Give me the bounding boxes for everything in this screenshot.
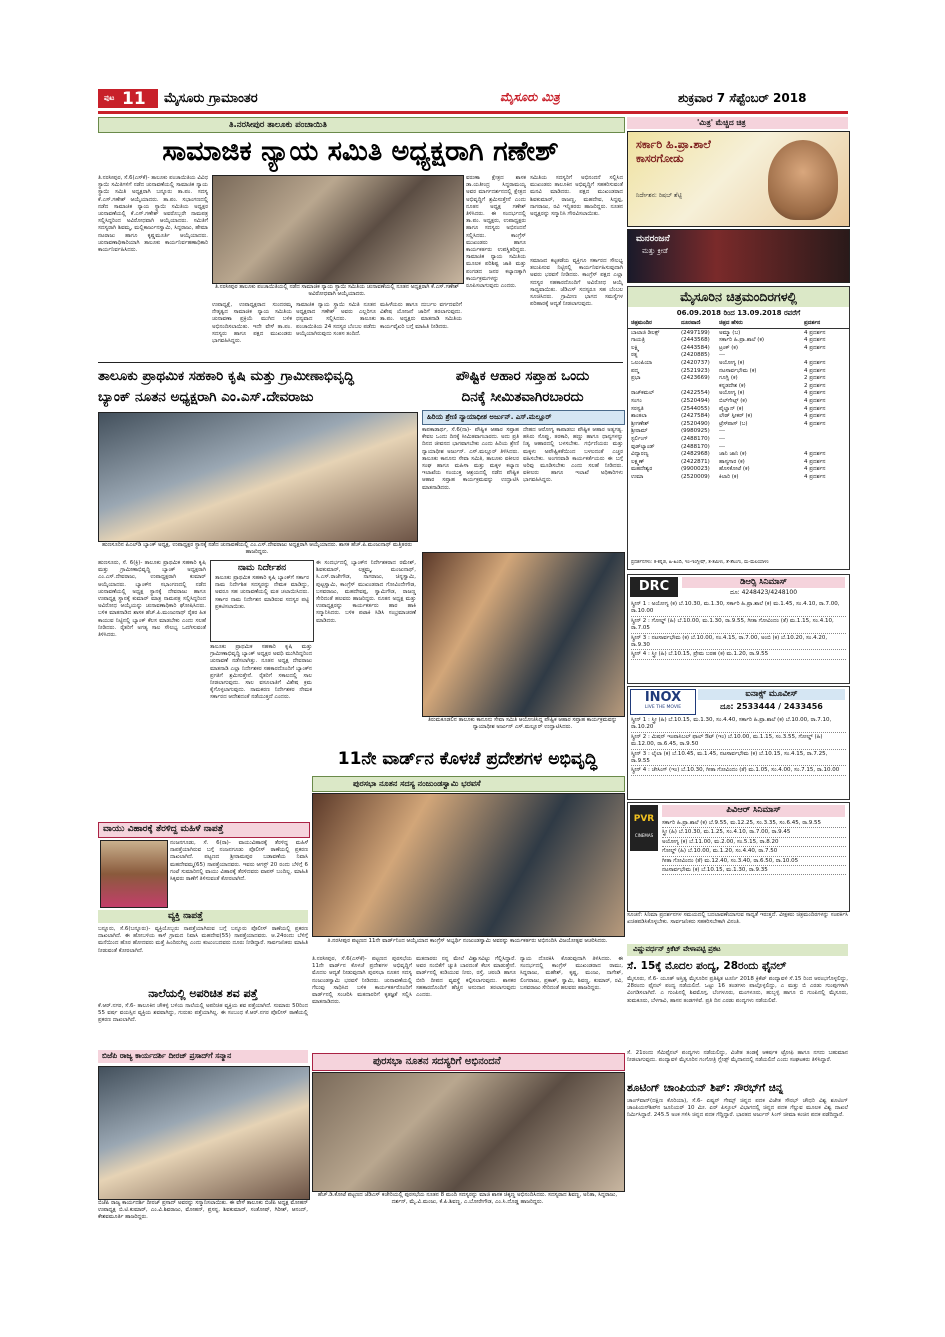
lead-below-1: ಉಪಾಧ್ಯಕ್ಷೆ, ಉಪಾಧ್ಯಕ್ಷರಾದ ಸುಂದರಮ್ಮ ನೇತೃತ್ವದ ಸಾಮಾಜಿಕ ನ್ಯಾಯ ಸಮಿತಿಯ ಚುನಾವಣಾ ಪ್ರಕ್ರಿಯೆ ಮುಗಿದ ಬಳಿಕ ಅಭಿನಂದಿಸಲಾಯಿತು. ಇದೇ ವೇಳೆ ತಾ.ಪಂ. ಸದಸ್ಯರು ಹಾಗೂ ಪಕ್ಷದ ಮುಖಂಡರು ಭಾಗವಹಿಸಿದ್ದರು. (212, 302, 292, 345)
theatre-shows: 2 ಪ್ರದರ್ಶನ (804, 382, 826, 389)
theatre-film: ಟ್ರೆಸ್‍ಪಾಸ್ (ಬ) (719, 420, 748, 427)
ward-subhead: ಪುರಸಭಾ ನೂತನ ಸದಸ್ಯ ನಂಜುಂಡಸ್ವಾಮಿ ಭರವಸೆ (353, 779, 481, 788)
theatre-phone: (2420885) (681, 352, 710, 359)
drc-screen-list (631, 601, 846, 661)
theatres-block (627, 286, 850, 570)
theatre-film: --- (719, 443, 725, 450)
inox-screen-line: ಸ್ಕ್ರೀನ್ 2 : ಮಿಷನ್ ಇಂಪಾಸಿಬಲ್ ಫಾಲ್ ಔಟ್ (ಇಂ) ಬೆ.10.00, ಮ.1.15, ಸಂ.3.55, ಗೋಲ್ಡ್ (ಹಿ) ಮ.12.00, ರಾ.6.45, ರಾ.9.50 (631, 734, 846, 750)
theatre-phone: (2520009) (681, 473, 710, 480)
theatre-row (631, 466, 846, 474)
theatre-row (631, 413, 846, 421)
theatre-row (631, 428, 846, 436)
bjp-title: ಬಿಜೆಪಿ ರಾಜ್ಯ ಕಾರ್ಯದರ್ಶಿ ದೀರಜ್ ಪ್ರಸಾದ್‍ಗೆ ಸನ್ಮಾನ (102, 1051, 232, 1060)
ward-col-1: ತಿ.ನರಸೀಪುರ, ಸೆ.6(ಎಸ್‍ಕೆ)- ಪಟ್ಟಣದ ಪುರಸಭೆಯ 11ನೇ ವಾರ್ಡ್‍ನ ಕೊಳಚೆ ಪ್ರದೇಶಗಳ ಅಭಿವೃದ್ಧಿಗೆ ಮೊದಲ ಆದ್ಯತೆ ನೀಡುವುದಾಗಿ ಪುರಸಭಾ ನೂತನ ಸದಸ್ಯ ನಂಜುಂಡಸ್ವಾಮಿ ಭರವಸೆ ನೀಡಿದರು. ಚುನಾವಣೆಯಲ್ಲಿ ಗೆಲುವು ಸಾಧಿಸಿದ ಬಳಿಕ ಕಾರ್ಯಕರ್ತರೊಂದಿಗೆ ವಾರ್ಡ್‍ನಲ್ಲಿ ಸಂಚರಿಸಿ ಮತದಾರರಿಗೆ ಕೃತಜ್ಞತೆ ಸಲ್ಲಿಸಿ ಮಾತನಾಡಿದರು. (312, 956, 412, 1006)
theatre-row (631, 436, 846, 444)
th-film: ಚಿತ್ರದ ಹೆಸರು (719, 320, 743, 326)
theatre-phone (681, 383, 719, 391)
theatre-film: --- (719, 352, 725, 359)
theatre-phone: (2423669) (681, 375, 710, 382)
theatre-film: ಅಯೋಗ್ಯ (ಕ) (719, 359, 745, 366)
sports-text-1: ಮೈಸೂರು, ಸೆ.6- ಯೂತ್ ಅಸ್ತಿತ್ವ ಮೈಸೂರಿನ ಪ್ರತಿಷ್ಠಿತ ಟೂರ್ನಿ 2018 ಕ್ರಿಕೆಟ್ ಪಂದ್ಯಾವಳಿ ಸೆ.15 ರಿಂದ ಆರಂಭಗೊಳ್ಳಲಿದ್ದು, 28ರಂದು ಫೈನಲ್ ಪಂದ್ಯ ನಡೆಯಲಿದೆ. ಒಟ್ಟು 16 ತಂಡಗಳು ಪಾಲ್ಗೊಳ್ಳಲಿದ್ದು, ಎ ಮತ್ತು ಬಿ ಎರಡು ಗುಂಪುಗಳಾಗಿ ವಿಂಗಡಿಸಲಾಗಿದೆ. ಎ ಗುಂಪಿನಲ್ಲಿ ಶಿವಮೊಗ್ಗ, ಬೆಂಗಳೂರು, ಮಂಗಳೂರು, ಹುಬ್ಬಳ್ಳಿ ಹಾಗೂ ಬಿ ಗುಂಪಿನಲ್ಲಿ ಮೈಸೂರು, ತುಮಕೂರು, ಬೆಳಗಾವಿ, ಹಾಸನ ತಂಡಗಳಿವೆ. ಪ್ರತಿ ದಿನ ಎರಡು ಪಂದ್ಯಗಳು ನಡೆಯಲಿವೆ. (627, 976, 848, 1004)
section-title: ಮೈಸೂರು ಗ್ರಾಮಾಂತರ (164, 91, 258, 106)
inox-logo (630, 689, 696, 715)
council-photo (312, 1072, 625, 1192)
theatre-shows: 4 ಪ್ರದರ್ಶನ (804, 367, 826, 374)
lead-below-3: ಮಹಿಳೆಯರು ಹಾಗೂ ದುರ್ಬಲ ವರ್ಗದವರಿಗೆ ವಿಶೇಷ ಯೋಜನೆ ಜಾರಿಗೆ ತರಲಾಗುವುದು. ತಾ.ಪಂ. ಅಧ್ಯಕ್ಷರು ಮಾತನಾಡಿ ಸಮಿತಿಯ ಕಾರ್ಯವೈಖರಿ ಬಗ್ಗೆ ಮಾಹಿತಿ ನೀಡಿದರು. (380, 302, 462, 330)
council-photo-caption: ಹೆಚ್.ಡಿ.ಕೋಟೆ ಪಟ್ಟಣದ ಜೆಡಿಎಸ್ ಕಚೇರಿಯಲ್ಲಿ ಪುರಸಭೆಯ ನೂತನ 8 ಮಂದಿ ಸದಸ್ಯರನ್ನು ಮಾಜಿ ಶಾಸಕ ಚಿಕ್ಕಣ್ಣ ಅಭಿನಂದಿಸಿದರು. ಸದಸ್ಯರಾದ ಶಿವಣ್ಣ, ಅನಿತಾ, ಸಿದ್ದರಾಜು, ದರ್ಶನ್, ಮೈ.ವಿ.ಮಂಜು, ಕೆ.ಪಿ.ಶಿವಣ್ಣ, ಎ.ಬೋರೇಗೌಡ, ಎಂ.ಸಿ.ದೊಡ್ಡ ಹಾಜರಿದ್ದರು. (317, 1192, 618, 1205)
ward-col-2: ಮತದಾರರು ನನ್ನ ಮೇಲೆ ವಿಶ್ವಾಸವಿಟ್ಟು ಗೆಲ್ಲಿಸಿದ್ದಾರೆ. ಅವರ ನಂಬಿಕೆಗೆ ಚ್ಯುತಿ ಬಾರದಂತೆ ಕೆಲಸ ಮಾಡುತ್ತೇನೆ. ವಾರ್ಡ್‍ನಲ್ಲಿ ಕುಡಿಯುವ ನೀರು, ರಸ್ತೆ, ಚರಂಡಿ ಹಾಗೂ ಬೀದಿ ದೀಪದ ವ್ಯವಸ್ಥೆ ಕಲ್ಪಿಸಲಾಗುವುದು. ಶಾಸಕರ ಸಹಕಾರದೊಂದಿಗೆ ಹೆಚ್ಚಿನ ಅನುದಾನ ತರಲಾಗುವುದು ಎಂದರು. (416, 956, 516, 999)
nutrition-col-1: ಕಾಪಕಾಡಾರ್ಥ, ಸೆ.6(ನಾ)- ಪೌಷ್ಟಿಕ ಆಹಾರ ಸಪ್ತಾಹ ಕೇವಲ ಒಂದು ದಿನಕ್ಕೆ ಸೀಮಿತವಾಗಬಾರದು. ಅದು ಪ್ರತಿ ದಿನದ ಜೀವನದ ಭಾಗವಾಗಬೇಕು ಎಂದು ಹಿರಿಯ ಶ್ರೇಣಿ ನ್ಯಾಯಾಧೀಶ ಅರ್ಜುನ್. ಎಸ್.ಮಲ್ಲೂರ್ ತಿಳಿಸಿದರು. ತಾಲೂಕು ಕಾನೂನು ಸೇವಾ ಸಮಿತಿ, ತಾಲೂಕು ವಕೀಲರ ಸಂಘ ಹಾಗೂ ಮಹಿಳಾ ಮತ್ತು ಮಕ್ಕಳ ಕಲ್ಯಾಣ ಇಲಾಖೆಯ ಸಂಯುಕ್ತ ಆಶ್ರಯದಲ್ಲಿ ನಡೆದ ಪೌಷ್ಟಿಕ ಆಹಾರ ಸಪ್ತಾಹ ಕಾರ್ಯಕ್ರಮವನ್ನು ಉದ್ಘಾಟಿಸಿ ಮಾತನಾಡಿದರು. (422, 427, 519, 491)
theatre-film: ಟ್ರಂಕ್ (ಕ) (719, 344, 739, 351)
divider (98, 362, 623, 363)
lead-col-2: ವರುಣಾ ಕ್ಷೇತ್ರದ ಶಾಸಕ ಡಾ.ಯತೀಂದ್ರ ಸಿದ್ದರಾಮಯ್ಯ ಅವರ ಮಾರ್ಗದರ್ಶನದಲ್ಲಿ ಕ್ಷೇತ್ರದ ಅಭಿವೃದ್ಧಿಗೆ ಶ್ರಮಿಸುತ್ತೇನೆ ಎಂದು ನೂತನ ಅಧ್ಯಕ್ಷ ಗಣೇಶ್ ತಿಳಿಸಿದರು. ಈ ಸಂದರ್ಭದಲ್ಲಿ ತಾ.ಪಂ. ಅಧ್ಯಕ್ಷರು, ಉಪಾಧ್ಯಕ್ಷರು ಹಾಗೂ ಸದಸ್ಯರು ಅಭಿನಂದನೆ ಸಲ್ಲಿಸಿದರು. ಕಾಂಗ್ರೆಸ್ ಮುಖಂಡರು ಹಾಗೂ ಕಾರ್ಯಕರ್ತರು ಉಪಸ್ಥಿತರಿದ್ದರು. ಸಾಮಾಜಿಕ ನ್ಯಾಯ ಸಮಿತಿಯ ಮೂಲಕ ಪರಿಶಿಷ್ಟ ಜಾತಿ ಮತ್ತು ಪಂಗಡದ ಜನರ ಕಲ್ಯಾಣಕ್ಕಾಗಿ ಕಾರ್ಯಕ್ರಮಗಳನ್ನು ರೂಪಿಸಲಾಗುವುದು ಎಂದರು. (466, 175, 526, 290)
page-date: ಶುಕ್ರವಾರ 7 ಸೆಪ್ಟೆಂಬರ್ 2018 (678, 91, 807, 105)
theatres-dates: 06.09.2018 ರಿಂದ 13.09.2018 ರವರೆಗೆ (676, 309, 801, 317)
theatre-row (631, 451, 846, 459)
theatre-name: ಒಲಂಪಿಯಾ (631, 359, 653, 366)
pvr-screen-line: ನಟಸಾರ್ವಭೌಮ (ಕ) ಬೆ.10.15, ಮ.1.30, ರಾ.9.35 (662, 867, 846, 875)
theatre-phone: (2422871) (681, 458, 710, 465)
lead-photo (212, 175, 464, 284)
theatre-film: ಸರ್ಕಾರಿ ಹಿ.ಪ್ರಾ.ಶಾಲೆ (ಕ) (719, 337, 765, 344)
theatre-row (631, 345, 846, 353)
missing-woman-title-bar (98, 822, 310, 838)
theatre-phone: (2422554) (681, 390, 710, 397)
theatre-phone: (2427584) (681, 413, 710, 420)
inox-title: ಐನಾಕ್ಸ್ ಮೂವೀಸ್ (698, 689, 845, 700)
theatre-shows: 4 ಪ್ರದರ್ಶನ (804, 451, 826, 458)
bank-headline-2: ಬ್ಯಾಂಕ್ ನೂತನ ಅಧ್ಯಕ್ಷರಾಗಿ ಎಂ.ಎಸ್.ದೇವರಾಜು (98, 389, 314, 405)
ward-photo (312, 793, 625, 937)
drc-screen-line: ಸ್ಕ್ರೀನ್ 3 : ನಟಸಾರ್ವಭೌಮ (ಕ) ಬೆ.10.00, ಸಂ.4.15, ರಾ.7.00, ಅಂಬಿ (ಕ) ಬೆ.10.20, ಸಂ.4.20, ರಾ.9.30 (631, 635, 846, 651)
ward-col-3: ನ್ಯಾಯ ದೊರಕಿಸಿ ಕೊಡುವುದಾಗಿ ತಿಳಿಸಿದರು. ಈ ಸಂದರ್ಭದಲ್ಲಿ ಕಾಂಗ್ರೆಸ್ ಮುಖಂಡರಾದ ರಾಮು, ಸಿದ್ದರಾಜು, ಮಹೇಶ್, ಕೃಷ್ಣ, ಮಂಜು, ನಾಗೇಶ್, ಲಿಂಗರಾಜು, ಪ್ರಕಾಶ್, ಸ್ವಾಮಿ, ಶಿವಣ್ಣ, ಕುಮಾರ್, ರವಿ, ಬಸವರಾಜು ಸೇರಿದಂತೆ ಹಲವರು ಹಾಜರಿದ್ದರು. (520, 956, 623, 991)
inox-screen-line: ಸ್ಕ್ರೀನ್ 3 : ಲೈಲಾ (ಕ) ಬೆ.10.45, ಮ.1.45, ನಟಸಾರ್ವಭೌಮ (ಕ) ಬೆ.10.15, ಸಂ.4.15, ರಾ.7.25, ರಾ.9.55 (631, 751, 846, 767)
ward-photo-caption: ತಿ.ನರಸೀಪುರ ಪಟ್ಟಣದ 11ನೇ ವಾರ್ಡ್‍ನಿಂದ ಆಯ್ಕೆಯಾದ ಕಾಂಗ್ರೆಸ್ ಅಭ್ಯರ್ಥಿ ನಂಜುಂಡಸ್ವಾಮಿ ಅವರನ್ನು ಕಾರ್ಯಕರ್ತರು ಅಭಿನಂದಿಸಿ ವಿಜಯೋತ್ಸವ ಆಚರಿಸಿದರು. (327, 938, 608, 944)
theatre-film: --- (719, 428, 725, 435)
pvr-screen-line: ಗೋಲ್ಡ್ (ಹಿ) ಬೆ.10.00, ಮ.1.20, ಸಂ.4.40, ರಾ.7.50 (662, 848, 846, 856)
missing-woman-title: ವಾಯು ವಿಹಾರಕ್ಕೆ ತೆರಳಿದ್ದ ಮಹಿಳೆ ನಾಪತ್ತೆ (103, 824, 224, 834)
pvr-screen-line: ಸ್ತ್ರೀ (ಹಿ) ಬೆ.10.30, ಮ.1.25, ಸಂ.4.10, ರಾ.7.00, ರಾ.9.45 (662, 829, 846, 837)
theatre-phone: (2420737) (681, 359, 710, 366)
theatre-row (631, 337, 846, 345)
theatre-row (631, 360, 846, 368)
theatre-name: ರತ್ನ (631, 352, 638, 359)
drc-screen-line: ಸ್ಕ್ರೀನ್ 4 : ಸ್ತ್ರೀ (ಹಿ) ಬೆ.10.15, ಪ್ರೇಮ ಬರಹ (ಕ) ಮ.1.20, ರಾ.9.55 (631, 651, 846, 659)
pvr-logo-text: PVR (633, 814, 655, 824)
theatre-shows: 4 ಪ್ರದರ್ಶನ (804, 473, 826, 480)
theatre-film: ಗೂಗ್ಲಿ (ಕ) (719, 375, 738, 382)
theatre-shows: 2 ಪ್ರದರ್ಶನ (804, 375, 826, 382)
pvr-logo-tag: CINEMAS (634, 833, 654, 838)
theatre-shows: 4 ಪ್ರದರ್ಶನ (804, 413, 826, 420)
film-poster (627, 131, 850, 227)
theatre-phone: (9980925) (681, 428, 710, 435)
inox-screen-line: ಸ್ಕ್ರೀನ್ 1 : ಸ್ತ್ರೀ (ಹಿ) ಬೆ.10.15, ಮ.1.30, ಸಂ.4.40, ಸರ್ಕಾರಿ ಹಿ.ಪ್ರಾ.ಶಾಲೆ (ಕ) ಬೆ.10.00, ರಾ.7.10, ರಾ.10.20 (631, 717, 846, 733)
nutrition-headline-2: ದಿನಕ್ಕೆ ಸೀಮಿತವಾಗಿರಬಾರದು (461, 389, 584, 405)
missing-man-title-bar (98, 910, 308, 923)
theatre-shows: 4 ಪ್ರದರ್ಶನ (804, 420, 826, 427)
nomination-box-title: ನಾಮ ನಿರ್ದೇಶನ (237, 563, 287, 573)
bjp-title-bar (98, 1050, 308, 1063)
theatre-phone: (2544055) (681, 405, 710, 412)
theatre-row (631, 383, 846, 391)
entertainment-label: ಮನರಂಜನೆ (636, 234, 670, 244)
theatre-phone: (2497199) (681, 329, 710, 336)
pvr-screen-line: ಗೀತಾ ಗೋವಿಂದಂ (ತೆ) ಮ.12.40, ಸಂ.3.40, ರಾ.6.50, ರಾ.10.05 (662, 858, 846, 866)
bjp-photo-caption: ಬಿಜೆಪಿ ರಾಜ್ಯ ಕಾರ್ಯದರ್ಶಿ ದೀರಜ್ ಪ್ರಸಾದ್ ಅವರನ್ನು ಸನ್ಮಾನಿಸಲಾಯಿತು. ಈ ವೇಳೆ ತಾಲೂಕು ಬಿಜೆಪಿ ಅಧ್ಯಕ್ಷ ಮೋಹನ್ ಉಪಾಧ್ಯಕ್ಷ ಬಿ.ಟಿ.ಕುಮಾರ್, ಎಂ.ವಿ.ಶಿವರಾಜು, ಮೋಹನ್, ಪ್ರಸನ್ನ, ಶಿವಕುಮಾರ್, ಸಂತೋಷ್, ಗಿರೀಶ್, ಆನಂದ್, ಕೇಶವಮೂರ್ತಿ ಹಾಜರಿದ್ದರು. (98, 1200, 308, 1220)
theatre-shows: 4 ಪ್ರದರ್ಶನ (804, 359, 826, 366)
pvr-title: ಪಿವಿಆರ್ ಸಿನಿಮಾಸ್ (662, 805, 845, 817)
theatre-phone: (2443584) (681, 344, 710, 351)
council-title-bar (312, 1053, 625, 1071)
entertainment-banner (627, 229, 850, 283)
lead-col-4: ಸಮಾಜದ ಕಟ್ಟಕಡೆಯ ವ್ಯಕ್ತಿಗೂ ಸರ್ಕಾರದ ಸೌಲಭ್ಯ ತಲುಪಿಸುವ ನಿಟ್ಟಿನಲ್ಲಿ ಕಾರ್ಯನಿರ್ವಹಿಸುವುದಾಗಿ ಅವರು ಭರವಸೆ ನೀಡಿದರು. ಕಾಂಗ್ರೆಸ್ ಪಕ್ಷದ ಎಲ್ಲಾ ಸದಸ್ಯರ ಸಹಕಾರದೊಂದಿಗೆ ಅವಿರೋಧ ಆಯ್ಕೆ ಸಾಧ್ಯವಾಯಿತು. ಜೆಡಿಎಸ್ ಸದಸ್ಯರೂ ಸಹ ಬೆಂಬಲ ಸೂಚಿಸಿದರು. ಗ್ರಾಮೀಣ ಭಾಗದ ಸಮಸ್ಯೆಗಳ ಪರಿಹಾರಕ್ಕೆ ಆದ್ಯತೆ ನೀಡಲಾಗುವುದು. (530, 258, 623, 308)
theatres-title: ಮೈಸೂರಿನ ಚಿತ್ರಮಂದಿರಗಳಲ್ಲಿ (628, 287, 849, 307)
theatre-film: ಹಾಸ್ಯಗಾರ (ಕ) (719, 458, 745, 465)
bank-headline-1: ತಾಲೂಕು ಪ್ರಾಥಮಿಕ ಸಹಕಾರಿ ಕೃಷಿ ಮತ್ತು ಗ್ರಾಮೀಣಾಭಿವೃದ್ಧಿ (98, 368, 354, 384)
ward-subhead-bar (312, 776, 625, 792)
entertainment-sub: ಮತ್ತು ಕ್ರೀಡೆ (642, 247, 668, 255)
theatre-film: --- (719, 435, 725, 442)
theatre-film: ಅಮ್ಮಾ (ಬ) (719, 329, 741, 336)
header-rule (98, 111, 848, 114)
film-poster-credit: ನಿರ್ದೇಶನ: ರಿಷಬ್ ಶೆಟ್ಟಿ (636, 192, 682, 199)
lead-photo-caption: ತಿ.ನರಸೀಪುರ ತಾಲೂಕು ಪಂಚಾಯಿತಿಯಲ್ಲಿ ನಡೆದ ಸಾಮಾಜಿಕ ನ್ಯಾಯ ಸ್ಥಾಯಿ ಸಮಿತಿಯ ಚುನಾವಣೆಯಲ್ಲಿ ನೂತನ ಅಧ್ಯಕ್ಷರಾಗಿ ಕೆ.ಎಸ್.ಗಣೇಶ್ ಅವಿರೋಧವಾಗಿ ಆಯ್ಕೆಯಾದರು. (215, 284, 459, 297)
theatre-row (631, 330, 846, 338)
theatre-shows: 4 ಪ್ರದರ್ಶನ (804, 458, 826, 465)
theatre-shows (804, 428, 846, 436)
theatre-film: ಕನ್ನಡದೇಶ (ಕ) (719, 382, 746, 389)
theatres-header (628, 320, 849, 329)
nomination-box (210, 560, 314, 642)
nutrition-photo-caption: ತಿರುಮಕೂಡಲಿನ ತಾಲೂಕು ಕಾನೂನು ಸೇವಾ ಸಮಿತಿ ಆಯೋಜಿಸಿದ್ದ ಪೌಷ್ಟಿಕ ಆಹಾರ ಸಪ್ತಾಹ ಕಾರ್ಯಕ್ರಮವನ್ನು ನ್ಯಾಯಾಧೀಶ ಅರ್ಜುನ್ ಎಸ್.ಮಲ್ಲೂರ್ ಉದ್ಘಾಟಿಸಿದರು. (428, 717, 617, 730)
theatre-name: ಲಕ್ಷ್ಮಿ (631, 344, 640, 351)
bank-col-1: ಹುಣಸೂರು, ಸೆ. 6(ಕ್ರಿ)- ತಾಲೂಕು ಪ್ರಾಥಮಿಕ ಸಹಕಾರಿ ಕೃಷಿ ಮತ್ತು ಗ್ರಾಮೀಣಾಭಿವೃದ್ಧಿ ಬ್ಯಾಂಕ್ ಅಧ್ಯಕ್ಷರಾಗಿ ಎಂ.ಎಸ್.ದೇವರಾಜು, ಉಪಾಧ್ಯಕ್ಷರಾಗಿ ಕುಮಾರ್ ಆಯ್ಕೆಯಾದರು. ಬ್ಯಾಂಕ್‍ನ ಸಭಾಂಗಣದಲ್ಲಿ ನಡೆದ ಚುನಾವಣೆಯಲ್ಲಿ ಅಧ್ಯಕ್ಷ ಸ್ಥಾನಕ್ಕೆ ದೇವರಾಜು ಹಾಗೂ ಉಪಾಧ್ಯಕ್ಷ ಸ್ಥಾನಕ್ಕೆ ಕುಮಾರ್ ಮಾತ್ರ ನಾಮಪತ್ರ ಸಲ್ಲಿಸಿದ್ದರಿಂದ ಅವಿರೋಧ ಆಯ್ಕೆಯನ್ನು ಚುನಾವಣಾಧಿಕಾರಿ ಘೋಷಿಸಿದರು. ಬಳಿಕ ಮಾತನಾಡಿದ ಶಾಸಕ ಹೆಚ್.ಪಿ.ಮಂಜುನಾಥ್ ರೈತರ ಹಿತ ಕಾಯುವ ನಿಟ್ಟಿನಲ್ಲಿ ಬ್ಯಾಂಕ್ ಕೆಲಸ ಮಾಡಬೇಕು ಎಂದು ಸಲಹೆ ನೀಡಿದರು. ರೈತರಿಗೆ ಅಗತ್ಯ ಸಾಲ ಸೌಲಭ್ಯ ಒದಗಿಸುವಂತೆ ತಿಳಿಸಿದರು. (98, 560, 206, 639)
kicker-bar (98, 117, 625, 133)
missing-woman-photo (100, 840, 168, 908)
theatre-film: ಜಾನಿ ಜಾನಿ (ಕ) (719, 451, 747, 458)
drc-phone: ದೂ: 4248423/4248100 (729, 589, 798, 596)
theatre-phone: (2520490) (681, 420, 710, 427)
theatre-name: ಸ್ಟರ್ಲಿಂಗ್ (631, 435, 648, 442)
drc-block (627, 574, 850, 684)
theatre-row (631, 352, 846, 360)
page-header (98, 86, 848, 110)
nomination-box-text: ತಾಲೂಕು ಪ್ರಾಥಮಿಕ ಸಹಕಾರಿ ಕೃಷಿ ಬ್ಯಾಂಕ್‍ಗೆ ಸರ್ಕಾರ ನಾಮ ನಿರ್ದೇಶಿತ ಸದಸ್ಯರನ್ನು ನೇಮಕ ಮಾಡಿದ್ದು, ಅವರೂ ಸಹ ಚುನಾವಣೆಯಲ್ಲಿ ಮತ ಚಲಾಯಿಸಿದರು. ಸರ್ಕಾರ ನಾಮ ನಿರ್ದೇಶನ ಮಾಡಿರುವ ಸದಸ್ಯರ ಪಟ್ಟಿ ಪ್ರಕಟಿಸಲಾಯಿತು. (215, 575, 309, 610)
page-label: ಪುಟ (104, 94, 115, 102)
cinema-notice: ಸೂಚನೆ: ಸಿನಿಮಾ ಪ್ರದರ್ಶನಗಳ ಸಮಯದಲ್ಲಿ ಬದಲಾವಣೆಯಾಗುವ ಸಾಧ್ಯತೆ ಇರುತ್ತದೆ. ವೀಕ್ಷಕರು ಚಿತ್ರಮಂದಿರಗಳನ್ನು ಸಂಪರ್ಕಿಸಿ ಖಚಿತಪಡಿಸಿಕೊಳ್ಳಬೇಕು. ಸಾರ್ವಜನಿಕರು ಸಹಕರಿಸಬೇಕಾಗಿ ವಿನಂತಿ. (627, 912, 848, 926)
theatre-name: ವುಡ್‍ಲ್ಯಾಂಡ್ (631, 443, 655, 450)
nutrition-headline-1: ಪೌಷ್ಟಿಕ ಆಹಾರ ಸಪ್ತಾಹ ಒಂದು (455, 368, 590, 384)
th-name: ಚಿತ್ರಮಂದಿರ (631, 320, 652, 326)
ward-headline: 11ನೇ ವಾರ್ಡ್‍ನ ಕೊಳಚೆ ಪ್ರದೇಶಗಳ ಅಭಿವೃದ್ಧಿ (337, 749, 598, 769)
body-found-title: ನಾಲೆಯಲ್ಲಿ ಅಪರಿಚಿತ ಶವ ಪತ್ತೆ (148, 987, 258, 1000)
theatre-phone: (2488170) (681, 443, 710, 450)
council-title: ಪುರಸಭಾ ನೂತನ ಸದಸ್ಯರಿಗೆ ಅಭಿನಂದನೆ (373, 1056, 501, 1067)
sports-headline-2: ಶೂಟಿಂಗ್ ಚಾಂಪಿಯನ್ ಶಿಪ್: ಸೌರಭ್‍ಗೆ ಚಿನ್ನ (627, 1082, 784, 1094)
lead-headline: ಸಾಮಾಜಿಕ ನ್ಯಾಯ ಸಮಿತಿ ಅಧ್ಯಕ್ಷರಾಗಿ ಗಣೇಶ್ (162, 136, 559, 167)
pvr-logo (630, 805, 658, 851)
theatre-film: ಪೈಲ್ವಾನ್ (ಕ) (719, 405, 744, 412)
missing-woman-text: ನಂಜನಗೂಡು, ಸೆ. 6(ರಾ)- ವಾಯುವಿಹಾರಕ್ಕೆ ತೆರಳಿದ್ದ ಮಹಿಳೆ ನಾಪತ್ತೆಯಾಗಿರುವ ಬಗ್ಗೆ ನಂಜನಗೂಡು ಪೊಲೀಸ್ ಠಾಣೆಯಲ್ಲಿ ಪ್ರಕರಣ ದಾಖಲಾಗಿದೆ. ಪಟ್ಟಣದ ಶ್ರೀರಾಮಪುರ ಬಡಾವಣೆಯ ನಿವಾಸಿ ಮಹದೇವಮ್ಮ(65) ನಾಪತ್ತೆಯಾದವರು. ಇವರು ಆಗಸ್ಟ್ 20 ರಂದು ಬೆಳಿಗ್ಗೆ 6 ಗಂಟೆ ಸುಮಾರಿನಲ್ಲಿ ವಾಯು ವಿಹಾರಕ್ಕೆ ತೆರಳಿದವರು ವಾಪಸ್ ಬಂದಿಲ್ಲ. ಮಾಹಿತಿ ಸಿಕ್ಕವರು ಠಾಣೆಗೆ ತಿಳಿಸುವಂತೆ ಕೋರಲಾಗಿದೆ. (170, 840, 308, 883)
theatre-film: ಬಿಲ್‍ಗೇಟ್ಸ್ (ಕ) (719, 397, 748, 404)
drc-title: ಡಿಆರ್‍ಸಿ ಸಿನಿಮಾಸ್ (682, 577, 845, 588)
theatre-film: ಕಿಲಾರಿ (ಕ) (719, 473, 739, 480)
pvr-screen-line: ಅಯೋಗ್ಯ (ಕ) ಬೆ.11.00, ಮ.2.00, ಸಂ.5.15, ರಾ.8.20 (662, 839, 846, 847)
theatre-name: ಬಾಲಾಜಿ ಡಿಲಕ್ಸ್ (631, 329, 660, 336)
lead-col-1: ತಿ.ನರಸೀಪುರ, ಸೆ.6(ಎಸ್‍ಕೆ)- ತಾಲೂಕು ಪಂಚಾಯಿತಿಯ ವಿವಿಧ ಸ್ಥಾಯಿ ಸಮಿತಿಗಳಿಗೆ ನಡೆದ ಚುನಾವಣೆಯಲ್ಲಿ ಸಾಮಾಜಿಕ ನ್ಯಾಯ ಸ್ಥಾಯಿ ಸಮಿತಿ ಅಧ್ಯಕ್ಷರಾಗಿ ಬನ್ನೂರು ತಾ.ಪಂ. ಸದಸ್ಯ ಕೆ.ಎಸ್.ಗಣೇಶ್ ಆಯ್ಕೆಯಾದರು. ತಾ.ಪಂ. ಸಭಾಂಗಣದಲ್ಲಿ ನಡೆದ ಸಾಮಾಜಿಕ ನ್ಯಾಯ ಸ್ಥಾಯಿ ಸಮಿತಿಯ ಅಧ್ಯಕ್ಷರ ಚುನಾವಣೆಯಲ್ಲಿ ಕೆ.ಎಸ್.ಗಣೇಶ್ ಅವರೊಬ್ಬರೇ ನಾಮಪತ್ರ ಸಲ್ಲಿಸಿದ್ದರಿಂದ ಅವಿರೋಧವಾಗಿ ಆಯ್ಕೆಯಾದರು. ಸಮಿತಿಗೆ ಸದಸ್ಯರಾಗಿ ಶಿವಮ್ಮ, ಮಲ್ಲಿಕಾರ್ಜುನಸ್ವಾಮಿ, ಸಿದ್ದರಾಜು, ಹೇಮಾ ನಟರಾಜು ಹಾಗೂ ಕೃಷ್ಣಮೂರ್ತಿ ಆಯ್ಕೆಯಾದರು. ಚುನಾವಣಾಧಿಕಾರಿಯಾಗಿ ತಾಲೂಕು ಕಾರ್ಯನಿರ್ವಹಣಾಧಿಕಾರಿ ಕಾರ್ಯನಿರ್ವಹಿಸಿದರು. (98, 175, 208, 254)
inox-screen-list (631, 717, 846, 777)
bjp-photo (98, 1066, 310, 1200)
theatre-shows: 4 ಪ್ರದರ್ಶನ (804, 466, 826, 473)
inox-screen-line: ಸ್ಕ್ರೀನ್ 4 : ಚೇಸಿಂಗ್ (ಇಂ) ಬೆ.10.30, ಗೀತಾ ಗೋವಿಂದಂ (ತೆ) ಮ.1.05, ಸಂ.4.00, ಸಂ.7.15, ರಾ.10.00 (631, 767, 846, 775)
theatre-shows: 4 ಪ್ರದರ್ಶನ (804, 329, 826, 336)
nutrition-photo (422, 552, 625, 717)
page-number: 11 (122, 89, 146, 109)
theatre-list (628, 329, 849, 483)
sports-text-3: ಚಾಂಗ್‍ವಾನ್(ದಕ್ಷಿಣ ಕೊರಿಯಾ), ಸೆ.6- ಏಷ್ಯನ್ ಗೇಮ್ಸ್ ಚಿನ್ನದ ಪದಕ ವಿಜೇತ ಸೌರಭ್ ಚೌಧರಿ ವಿಶ್ವ ಶೂಟಿಂಗ್ ಚಾಂಪಿಯನ್‍ಶಿಪ್‍ನ ಜೂನಿಯರ್ 10 ಮೀ. ಏರ್ ಪಿಸ್ತೂಲ್ ವಿಭಾಗದಲ್ಲಿ ಚಿನ್ನದ ಪದಕ ಗೆಲ್ಲುವ ಮೂಲಕ ವಿಶ್ವ ದಾಖಲೆ ನಿರ್ಮಿಸಿದ್ದಾರೆ. 245.5 ಅಂಕ ಗಳಿಸಿ ಚಿನ್ನದ ಪದಕ ಗೆದ್ದಿದ್ದಾರೆ. ಭಾರತದ ಅರ್ಜುನ್ ಸಿಂಗ್ ಚೀಮಾ ಕಂಚಿನ ಪದಕ ಪಡೆದಿದ್ದಾರೆ. (627, 1098, 848, 1119)
theatre-row (631, 474, 846, 482)
lead-col-3: ಸಮಿತಿಯ ಸದಸ್ಯರಿಗೆ ಅಭಿನಂದನೆ ಸಲ್ಲಿಸಿದ ಮುಖಂಡರು ತಾಲೂಕಿನ ಅಭಿವೃದ್ಧಿಗೆ ಸಹಕರಿಸುವಂತೆ ಮನವಿ ಮಾಡಿದರು. ಪಕ್ಷದ ಮುಖಂಡರಾದ ಶಿವಕುಮಾರ್, ರಾಜಣ್ಣ, ಮಹದೇವ, ಸಿದ್ದಪ್ಪ, ನಾಗರಾಜು, ರವಿ ಇನ್ನಿತರರು ಹಾಜರಿದ್ದರು. ನೂತನ ಅಧ್ಯಕ್ಷರನ್ನು ಸನ್ಮಾನಿಸಿ ಗೌರವಿಸಲಾಯಿತು. (530, 175, 623, 218)
theatre-name: ಮಹದೇಶ್ವರ (631, 466, 653, 473)
theatre-film: ಲೌಡ್ ಸ್ಪೀಕರ್ (ಕ) (719, 413, 753, 420)
theatre-name: ಲಕ್ಷ್ಮಣ್ (631, 458, 645, 465)
theatre-shows: 4 ಪ್ರದರ್ಶನ (804, 390, 826, 397)
theatre-shows (804, 444, 846, 452)
inox-logo-tag: LIVE THE MOVIE (644, 705, 682, 710)
theatre-phone: (2520494) (681, 397, 710, 404)
theatre-shows: 4 ಪ್ರದರ್ಶನ (804, 405, 826, 412)
theatre-shows: 4 ಪ್ರದರ್ಶನ (804, 337, 826, 344)
nutrition-subhead: ಹಿರಿಯ ಶ್ರೇಣಿ ನ್ಯಾಯಾಧೀಶ ಅರ್ಜುನ್. ಎಸ್.ಮಲ್ಲೂರ್ (427, 413, 552, 421)
theatre-name: ಪದ್ಮ (631, 367, 639, 374)
theatre-row (631, 368, 846, 376)
bank-photo-caption: ಹುಣಸೂರಿನ ಪಿಎಲ್‍ಡಿ ಬ್ಯಾಂಕ್ ಅಧ್ಯಕ್ಷ, ಉಪಾಧ್ಯಕ್ಷರ ಸ್ಥಾನಕ್ಕೆ ನಡೆದ ಚುನಾವಣೆಯಲ್ಲಿ ಎಂ.ಎಸ್.ದೇವರಾಜು ಅಧ್ಯಕ್ಷರಾಗಿ ಆಯ್ಕೆಯಾದರು. ಶಾಸಕ ಹೆಚ್.ಪಿ.ಮಂಜುನಾಥ್ ಮತ್ತಿತರರು ಹಾಜರಿದ್ದರು. (101, 542, 413, 555)
body-found-text: ಕೆ.ಆರ್.ನಗರ, ಸೆ.6- ತಾಲೂಕಿನ ಚೌಕಳ್ಳಿ ಬಳಿಯ ನಾಲೆಯಲ್ಲಿ ಅಪರಿಚಿತ ವ್ಯಕ್ತಿಯ ಶವ ಪತ್ತೆಯಾಗಿದೆ. ಸುಮಾರು 50ರಿಂದ 55 ವರ್ಷ ವಯಸ್ಸಿನ ವ್ಯಕ್ತಿಯ ಶವವಾಗಿದ್ದು, ಗುರುತು ಪತ್ತೆಯಾಗಿಲ್ಲ. ಈ ಸಂಬಂಧ ಕೆ.ಆರ್.ನಗರ ಪೊಲೀಸ್ ಠಾಣೆಯಲ್ಲಿ ಪ್ರಕರಣ ದಾಖಲಾಗಿದೆ. (98, 1003, 308, 1024)
masthead-logo: ಮೈಸೂರು ಮಿತ್ರ (500, 90, 560, 104)
theatre-name: ಉಮಾ (631, 473, 644, 480)
theatre-name: ಸಂಗಂ (631, 397, 642, 404)
theatre-film: ಅಯೋಗ್ಯ (ಕ) (719, 390, 745, 397)
nutrition-subhead-bar (422, 410, 625, 425)
theatre-name: ವಿದ್ಯಾರಣ್ಯ (631, 451, 649, 458)
missing-man-title: ವ್ಯಕ್ತಿ ನಾಪತ್ತೆ (168, 911, 203, 921)
theatre-name: ಶ್ರೀಗಣೇಶ್ (631, 420, 650, 427)
bank-photo (98, 412, 418, 542)
inox-logo-text: INOX (644, 690, 682, 705)
kicker-text: ತಿ.ನರಸೀಪುರ ತಾಲೂಕು ಪಂಚಾಯಿತಿ (229, 120, 327, 130)
drc-screen-line: ಸ್ಕ್ರೀನ್ 2 : ಗೋಲ್ಡ್ (ಹಿ) ಬೆ.10.00, ಮ.1.30, ರಾ.9.55, ಗೀತಾ ಗೋವಿಂದಂ (ತೆ) ಮ.1.15, ಸಂ.4.10, ರಾ.7.05 (631, 618, 846, 634)
pvr-screen-line: ಸರ್ಕಾರಿ ಹಿ.ಪ್ರಾ.ಶಾಲೆ (ಕ) ಬೆ.9.55, ಮ.12.25, ಸಂ.3.35, ಸಂ.6.45, ರಾ.9.55 (662, 820, 846, 828)
page-number-badge (98, 89, 158, 108)
theatre-phone: (2443568) (681, 337, 710, 344)
mitra-label: 'ಮಿತ್ರ' ಮೆಚ್ಚಿದ ಚಿತ್ರ (697, 118, 746, 127)
film-poster-title: ಸರ್ಕಾರಿ ಹಿ.ಪ್ರಾ.ಶಾಲೆ ಕಾಸರಗೋಡು (636, 138, 711, 165)
nutrition-col-2: ದೇಹದ ಆರೋಗ್ಯ ಕಾಪಾಡಲು ಪೌಷ್ಟಿಕ ಆಹಾರ ಅತ್ಯಗತ್ಯ. ಹಸಿರು ಸೊಪ್ಪು, ತರಕಾರಿ, ಹಣ್ಣು ಹಾಗೂ ಧಾನ್ಯಗಳನ್ನು ನಿತ್ಯ ಆಹಾರದಲ್ಲಿ ಬಳಸಬೇಕು. ಗರ್ಭಿಣಿಯರು ಮತ್ತು ಮಕ್ಕಳು ಅಪೌಷ್ಟಿಕತೆಯಿಂದ ಬಳಲದಂತೆ ಎಚ್ಚರ ವಹಿಸಬೇಕು. ಅಂಗನವಾಡಿ ಕಾರ್ಯಕರ್ತೆಯರು ಈ ಬಗ್ಗೆ ಅರಿವು ಮೂಡಿಸಬೇಕು ಎಂದು ಸಲಹೆ ನೀಡಿದರು. ವಕೀಲರು ಹಾಗೂ ಇಲಾಖೆ ಅಧಿಕಾರಿಗಳು ಭಾಗವಹಿಸಿದ್ದರು. (523, 427, 623, 484)
sports-headline-1: ಸೆ. 15ಕ್ಕೆ ಮೊದಲ ಪಂದ್ಯ, 28ರಂದು ಫೈನಲ್ (627, 960, 787, 972)
theatre-row (631, 406, 846, 414)
theatre-phone: (2488170) (681, 435, 710, 442)
inox-phone: ದೂ: 2533444 / 2433456 (720, 702, 823, 711)
theatre-row (631, 390, 846, 398)
sports-label-bar (627, 944, 848, 956)
sports-label: ವಿಷ್ಣುವರ್ಧನ್ ಕ್ರಿಕೆಟ್ ವೇಳಾಪಟ್ಟಿ ಪ್ರಕಟ (633, 945, 721, 953)
pvr-block (627, 802, 850, 912)
missing-man-text: ಬನ್ನೂರು, ಸೆ.6(ಬನ್ನೂರು)- ವ್ಯಕ್ತಿಯೊಬ್ಬರು ನಾಪತ್ತೆಯಾಗಿರುವ ಬಗ್ಗೆ ಬನ್ನೂರು ಪೊಲೀಸ್ ಠಾಣೆಯಲ್ಲಿ ಪ್ರಕರಣ ದಾಖಲಾಗಿದೆ. ಈ ಹೋಬಳಿಯ ಕಾಳೆ ಗ್ರಾಮದ ನಿವಾಸಿ ಮಹದೇವ(55) ನಾಪತ್ತೆಯಾದವರು. ಆ.24ರಂದು ಬೆಳಿಗ್ಗೆ ಮನೆಯಿಂದ ಹೊರ ಹೋದವರು ಮತ್ತೆ ಹಿಂದಿರುಗಿಲ್ಲ ಎಂದು ಕುಟುಂಬದವರು ದೂರು ನೀಡಿದ್ದಾರೆ. ಸಾರ್ವಜನಿಕರು ಮಾಹಿತಿ ನೀಡುವಂತೆ ಕೋರಲಾಗಿದೆ. (98, 926, 308, 954)
theatre-phone: (9900023) (681, 466, 710, 473)
theatre-shows (804, 436, 846, 444)
th-phone: ದೂರವಾಣಿ (681, 320, 701, 326)
theatre-name: ಶಾಂತಲಾ (631, 413, 647, 420)
bank-col-2: ತಾಲೂಕು ಪ್ರಾಥಮಿಕ ಸಹಕಾರಿ ಕೃಷಿ ಮತ್ತು ಗ್ರಾಮೀಣಾಭಿವೃದ್ಧಿ ಬ್ಯಾಂಕ್ ಅಧ್ಯಕ್ಷರ ಅವಧಿ ಮುಗಿದಿದ್ದರಿಂದ ಚುನಾವಣೆ ನಡೆಸಲಾಗಿತ್ತು. ನೂತನ ಅಧ್ಯಕ್ಷ ದೇವರಾಜು ಮಾತನಾಡಿ ಎಲ್ಲಾ ನಿರ್ದೇಶಕರ ಸಹಕಾರದೊಂದಿಗೆ ಬ್ಯಾಂಕ್‍ನ ಪ್ರಗತಿಗೆ ಶ್ರಮಿಸುತ್ತೇನೆ. ರೈತರಿಗೆ ಸಕಾಲದಲ್ಲಿ ಸಾಲ ನೀಡಲಾಗುವುದು. ಸಾಲ ವಸೂಲಾತಿಗೆ ವಿಶೇಷ ಕ್ರಮ ಕೈಗೊಳ್ಳಲಾಗುವುದು. ನಾಮಕರಣ ನಿರ್ದೇಶಕರ ನೇಮಕ ಸರ್ಕಾರದ ಆದೇಶದಂತೆ ನಡೆಯುತ್ತದೆ ಎಂದರು. (210, 644, 312, 701)
theatre-shows: 4 ಪ್ರದರ್ಶನ (804, 397, 826, 404)
theatre-name: ಪ್ರಭಾ (631, 375, 641, 382)
theatre-name: ಶ್ರೀರಾಮ್ (631, 428, 648, 435)
theatre-film: ನಟಸಾರ್ವಭೌಮ (ಕ) (719, 367, 757, 374)
theatre-shows: 4 ಪ್ರದರ್ಶನ (804, 344, 826, 351)
inox-block (627, 686, 850, 800)
theatre-shows (804, 352, 846, 360)
theatre-name: ಸರಸ್ವತಿ (631, 405, 644, 412)
theatre-film: ಹೊಸಕೋಟೆ (ಕ) (719, 466, 750, 473)
film-poster-face (768, 140, 838, 220)
theatre-phone: (2482968) (681, 451, 710, 458)
theatre-row (631, 459, 846, 467)
th-shows: ಪ್ರದರ್ಶನ (804, 320, 821, 326)
theatre-row (631, 444, 846, 452)
pvr-screen-list (662, 820, 846, 876)
drc-logo: DRC (630, 577, 678, 597)
mitra-label-bar (627, 117, 848, 129)
lead-below-2: ಸಾಮಾಜಿಕ ನ್ಯಾಯ ಸ್ಥಾಯಿ ಸಮಿತಿ ನೂತನ ಅಧ್ಯಕ್ಷರಾದ ಗಣೇಶ್ ಅವರು ಎಲ್ಲರಿಗೂ ಧನ್ಯವಾದ ಸಲ್ಲಿಸಿದರು. ತಾಲೂಕು ಪಂಚಾಯಿತಿಯ 24 ಸದಸ್ಯರ ಬೆಂಬಲ ಪಡೆದು ಆಯ್ಕೆಯಾಗಿರುವುದು ಸಂತಸ ತಂದಿದೆ. (296, 302, 376, 337)
theatre-phone: (2521923) (681, 367, 710, 374)
theatres-legend: ಪ್ರದರ್ಶನಗಳು: ಕ-ಕನ್ನಡ, ಹಿ-ಹಿಂದಿ, ಇಂ-ಇಂಗ್ಲೀಷ್, ತ-ತಮಿಳು, ತೆ-ತೆಲುಗು, ಮ-ಮಲಯಾಳಂ (631, 560, 769, 565)
bank-col-3: ಈ ಸಂದರ್ಭದಲ್ಲಿ ಬ್ಯಾಂಕ್‍ನ ನಿರ್ದೇಶಕರಾದ ರಮೇಶ್, ಶಿವಕುಮಾರ್, ಲಕ್ಷ್ಮಮ್ಮ, ಮಂಜುನಾಥ್, ಸಿ.ಎಸ್.ರಾಜೇಗೌಡ, ನಾಗರಾಜು, ಚಿನ್ನಸ್ವಾಮಿ, ಪುಟ್ಟಸ್ವಾಮಿ, ಕಾಂಗ್ರೆಸ್ ಮುಖಂಡರಾದ ಗೋವಿಂದೇಗೌಡ, ಬಸವರಾಜು, ಮಹದೇವಪ್ಪ, ಸ್ವಾಮಿಗೌಡ, ರಾಜಣ್ಣ ಸೇರಿದಂತೆ ಹಲವರು ಹಾಜರಿದ್ದರು. ನೂತನ ಅಧ್ಯಕ್ಷ ಮತ್ತು ಉಪಾಧ್ಯಕ್ಷರನ್ನು ಕಾರ್ಯಕರ್ತರು ಹಾರ ಹಾಕಿ ಸನ್ಮಾನಿಸಿದರು. ಬಳಿಕ ಪಟಾಕಿ ಸಿಡಿಸಿ ಸಂಭ್ರಮಾಚರಣೆ ಮಾಡಿದರು. (316, 560, 416, 624)
theatre-row (631, 375, 846, 383)
drc-screen-line: ಸ್ಕ್ರೀನ್ 1 : ಅಯೋಗ್ಯ (ಕ) ಬೆ.10.30, ಮ.1.30, ಸರ್ಕಾರಿ ಹಿ.ಪ್ರಾ.ಶಾಲೆ (ಕ) ಮ.1.45, ಸಂ.4.10, ರಾ.7.00, ರಾ.10.00 (631, 601, 846, 617)
sports-text-2: ಸೆ. 21ರಂದು ಸೆಮಿಫೈನಲ್ ಪಂದ್ಯಗಳು ನಡೆಯಲಿದ್ದು, ವಿಜೇತ ತಂಡಕ್ಕೆ ಆಕರ್ಷಕ ಟ್ರೋಫಿ ಹಾಗೂ ನಗದು ಬಹುಮಾನ ನೀಡಲಾಗುವುದು. ಪಂದ್ಯಾವಳಿ ಮೈಸೂರಿನ ಗಂಗೋತ್ರಿ ಗ್ಲೇಡ್ಸ್ ಮೈದಾನದಲ್ಲಿ ನಡೆಯಲಿದೆ ಎಂದು ಸಂಘಟಕರು ತಿಳಿಸಿದ್ದಾರೆ. (627, 1050, 848, 1064)
theatre-row (631, 398, 846, 406)
theatre-row (631, 421, 846, 429)
theatre-name: ರಾಜ್‍ಕಮಲ್ (631, 390, 655, 397)
theatre-name: ಗಾಯತ್ರಿ (631, 337, 645, 344)
theatre-name (631, 383, 681, 391)
